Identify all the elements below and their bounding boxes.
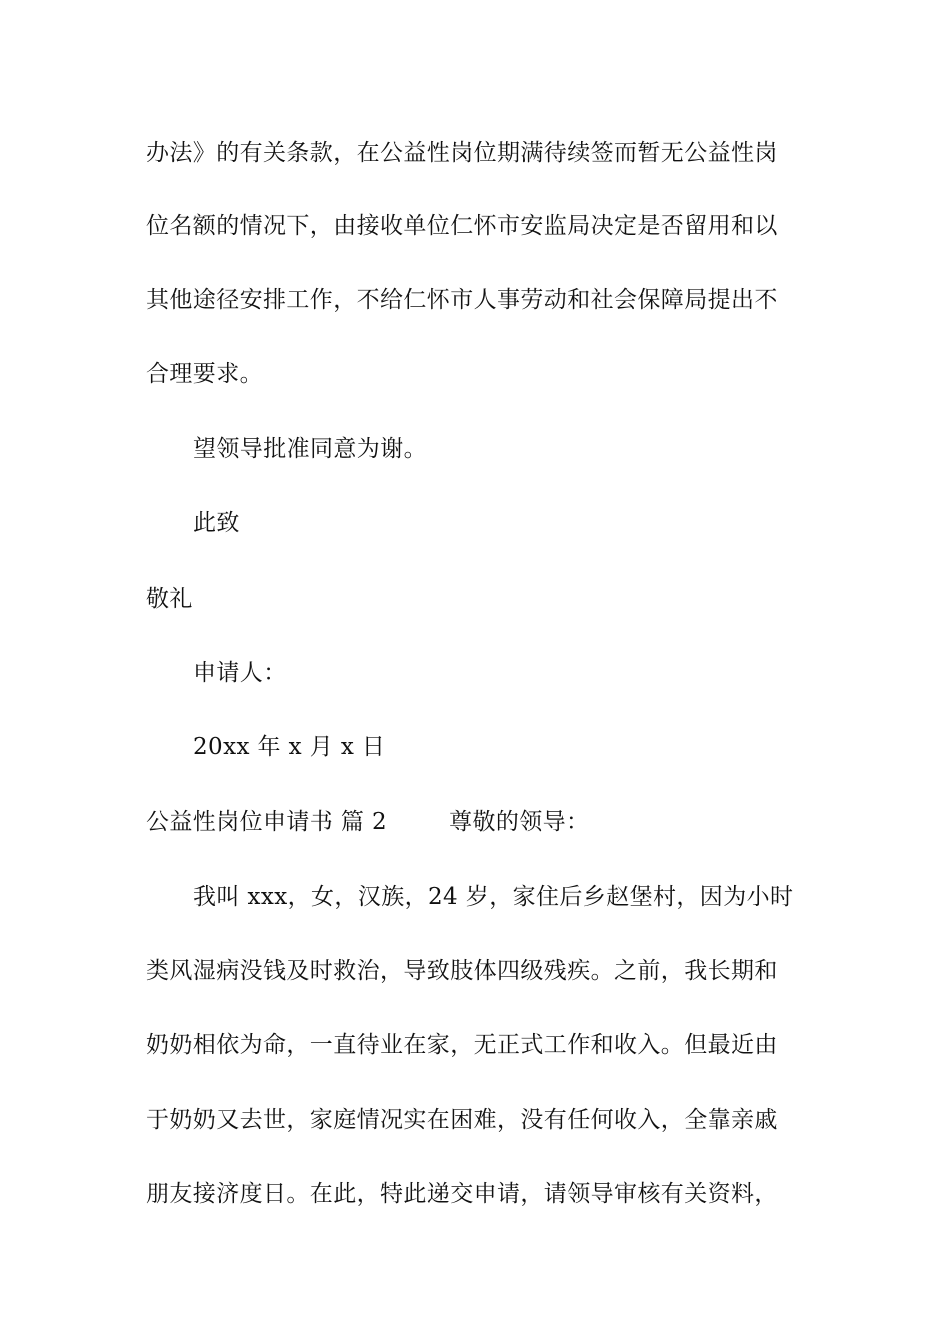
section-heading-row	[146, 807, 816, 837]
date-line: 20xx 年 x 月 x 日	[193, 734, 386, 760]
body-text-line: 其他途径安排工作，不给仁怀市人事劳动和社会保障局提出不	[146, 287, 778, 313]
body-text-line: 类风湿病没钱及时救治，导致肢体四级残疾。之前，我长期和	[146, 958, 778, 984]
body-text-line: 朋友接济度日。在此，特此递交申请，请领导审核有关资料，	[146, 1181, 778, 1207]
closing-salutation: 此致	[193, 510, 240, 536]
greeting: 尊敬的领导：	[449, 809, 590, 835]
body-text-line: 奶奶相依为命，一直待业在家，无正式工作和收入。但最近由	[146, 1032, 778, 1058]
request-line: 望领导批准同意为谢。	[193, 436, 427, 462]
applicant-label: 申请人：	[193, 660, 287, 686]
body-text-line: 合理要求。	[146, 361, 263, 387]
body-text-line: 我叫 xxx，女，汉族，24 岁，家住后乡赵堡村，因为小时	[193, 884, 794, 910]
body-text-line: 办法》的有关条款，在公益性岗位期满待续签而暂无公益性岗	[146, 140, 778, 166]
section-heading: 公益性岗位申请书 篇 2	[146, 809, 388, 835]
closing-regards: 敬礼	[146, 586, 193, 612]
body-text-line: 位名额的情况下，由接收单位仁怀市安监局决定是否留用和以	[146, 213, 778, 239]
body-text-line: 于奶奶又去世，家庭情况实在困难，没有任何收入，全靠亲戚	[146, 1107, 778, 1133]
